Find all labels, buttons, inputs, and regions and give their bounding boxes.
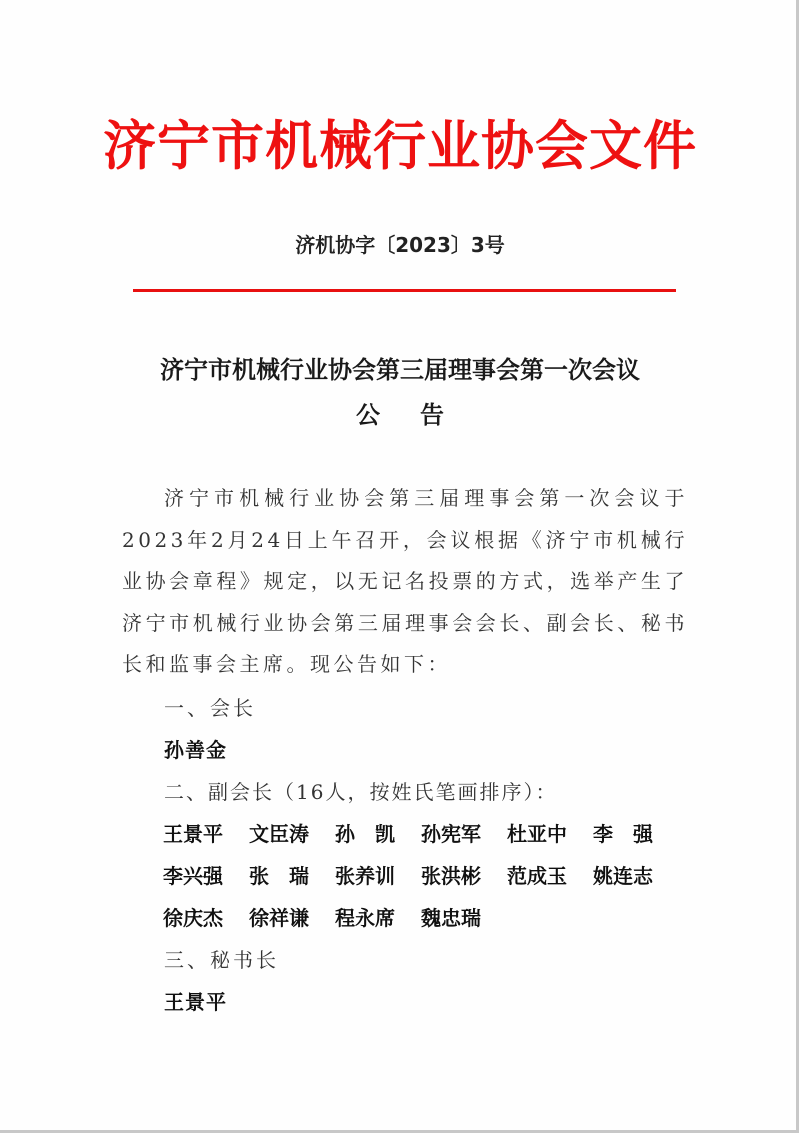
secretary-general-name: 王景平 [164, 990, 227, 1014]
section-heading-president: 一、会长 [164, 696, 256, 720]
vice-president-name: 徐祥谦 [249, 906, 309, 930]
notice-subtitle-char: 告 [420, 400, 444, 429]
document-header-title: 济宁市机械行业协会文件 [103, 115, 697, 177]
notice-title: 济宁市机械行业协会第三届理事会第一次会议 [160, 355, 640, 384]
intro-paragraph: 济宁市机械行业协会第三届理事会第一次会议于2023年2月24日上午召开，会议根据《济宁市机械行业协会章程》规定，以无记名投票的方式，选举产生了济宁市机械行业协会第三届理事会会长、副会长、秘书长和监事会主席。现公告如下： [122, 486, 688, 676]
document-number: 济机协字〔2023〕3号 [295, 233, 505, 257]
president-name: 孙善金 [164, 738, 227, 762]
vice-president-name: 张养训 [335, 864, 395, 888]
vice-president-name: 魏忠瑞 [421, 906, 481, 930]
red-divider-rule [133, 289, 676, 292]
vice-president-name: 李 强 [593, 822, 653, 846]
vice-president-name: 张 瑞 [249, 864, 309, 888]
vice-president-name: 孙宪军 [421, 822, 481, 846]
vice-president-name: 范成玉 [507, 864, 567, 888]
vice-president-name: 徐庆杰 [163, 906, 223, 930]
vice-president-name: 杜亚中 [507, 822, 567, 846]
section-heading-secretary-general: 三、秘书长 [164, 948, 279, 972]
vice-president-name: 李兴强 [163, 864, 223, 888]
vice-president-name: 程永席 [335, 906, 395, 930]
vice-president-name: 孙 凯 [335, 822, 395, 846]
notice-subtitle [0, 395, 800, 430]
notice-subtitle-char: 公 [356, 400, 380, 429]
section-heading-vice-presidents: 二、副会长（16人，按姓氏笔画排序）： [164, 780, 558, 804]
vice-president-name: 文臣涛 [249, 822, 309, 846]
vice-president-name: 张洪彬 [421, 864, 481, 888]
vice-president-name: 王景平 [163, 822, 223, 846]
vice-president-name: 姚连志 [593, 864, 653, 888]
